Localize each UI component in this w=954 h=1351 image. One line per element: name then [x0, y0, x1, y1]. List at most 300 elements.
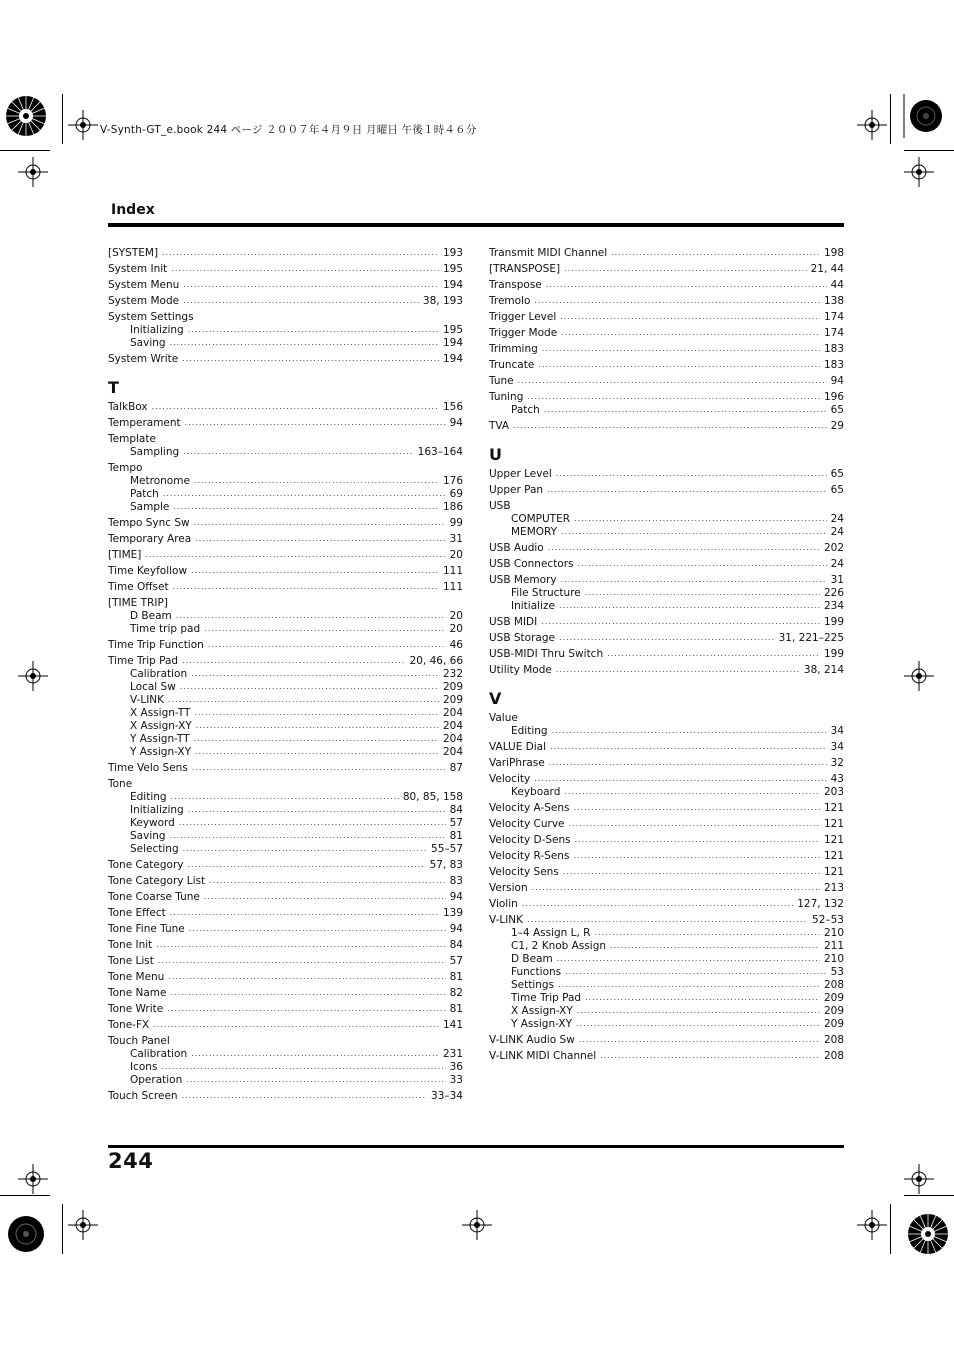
trim-line [62, 1204, 63, 1254]
index-subentry [108, 1061, 463, 1073]
index-page-numbers: 183 [823, 359, 844, 371]
index-subentry [108, 1074, 463, 1086]
dot-leader [170, 987, 445, 999]
dot-leader [513, 420, 827, 432]
dot-leader [561, 574, 827, 586]
index-term: Tone Category [108, 859, 184, 871]
index-entry [489, 542, 844, 554]
index-page-numbers: 33 [449, 1074, 463, 1086]
index-term: Y Assign-XY [511, 1018, 572, 1030]
index-term: Tone Coarse Tune [108, 891, 200, 903]
crosshair-icon [904, 1164, 934, 1194]
index-page-numbers: 20 [449, 610, 463, 622]
index-term: COMPUTER [511, 513, 571, 525]
dot-leader [208, 639, 446, 651]
index-subentry [489, 587, 844, 599]
index-subentry [108, 746, 463, 758]
index-page-numbers: 121 [823, 802, 844, 814]
index-page-numbers: 231 [442, 1048, 463, 1060]
index-page-numbers: 204 [442, 707, 463, 719]
index-term: Editing [130, 791, 167, 803]
index-entry [108, 247, 463, 259]
dot-leader [171, 263, 439, 275]
index-entry [108, 939, 463, 951]
trim-line [890, 1204, 891, 1254]
index-term: Temporary Area [108, 533, 192, 545]
index-term: System Init [108, 263, 168, 275]
index-entry [108, 891, 463, 903]
index-subentry [108, 488, 463, 500]
index-subentry [108, 623, 463, 635]
index-subentry [108, 817, 463, 829]
crosshair-icon [68, 1210, 98, 1240]
index-entry [489, 834, 844, 846]
index-term: Upper Level [489, 468, 552, 480]
index-page-numbers: 183 [823, 343, 844, 355]
crosshair-icon [68, 110, 98, 140]
dot-leader [558, 979, 820, 991]
index-term: Tone Fine Tune [108, 923, 185, 935]
index-page-numbers: 194 [442, 279, 463, 291]
index-entry [489, 247, 844, 259]
index-entry [108, 1035, 463, 1047]
index-entry [489, 898, 844, 910]
index-term: V-LINK [489, 914, 524, 926]
index-term: Functions [511, 966, 562, 978]
index-term: Saving [130, 337, 166, 349]
index-entry [489, 616, 844, 628]
index-entry [489, 712, 844, 724]
bottom-rule [108, 1145, 844, 1148]
index-entry [108, 1003, 463, 1015]
index-entry [489, 664, 844, 676]
index-page-numbers: 176 [442, 475, 463, 487]
index-subentry [108, 1048, 463, 1060]
index-subentry [108, 668, 463, 680]
index-subentry [108, 804, 463, 816]
index-page-numbers: 55–57 [431, 843, 463, 855]
index-entry [489, 311, 844, 323]
index-page-numbers: 209 [823, 992, 844, 1004]
dot-leader [170, 830, 446, 842]
dot-leader [182, 655, 405, 667]
dot-leader [559, 632, 775, 644]
dot-leader [152, 401, 439, 413]
index-term: Tone List [108, 955, 154, 967]
index-term: Tone [108, 778, 133, 790]
index-entry [489, 574, 844, 586]
dot-leader [153, 1019, 439, 1031]
dot-leader [161, 1061, 445, 1073]
index-entry [489, 359, 844, 371]
dot-leader [541, 616, 820, 628]
trim-line [904, 150, 954, 151]
dot-leader [518, 375, 827, 387]
index-page-numbers: 33–34 [431, 1090, 463, 1102]
index-term: Initialize [511, 600, 555, 612]
index-term: Tone Init [108, 939, 153, 951]
index-entry [108, 1090, 463, 1102]
index-term: [TRANSPOSE] [489, 263, 561, 275]
dot-leader [182, 353, 439, 365]
index-term: D Beam [511, 953, 553, 965]
dot-leader [194, 517, 446, 529]
index-entry [108, 295, 463, 307]
index-entry [489, 802, 844, 814]
index-page-numbers: 141 [442, 1019, 463, 1031]
dot-leader [522, 898, 793, 910]
dot-leader [585, 992, 820, 1004]
dot-leader [563, 866, 820, 878]
index-term: D Beam [130, 610, 172, 622]
index-entry [108, 971, 463, 983]
index-page-numbers: 46 [449, 639, 463, 651]
index-column-left [108, 247, 463, 1102]
index-term: Touch Screen [108, 1090, 178, 1102]
dot-leader [549, 757, 827, 769]
dot-leader [542, 343, 820, 355]
index-entry [489, 327, 844, 339]
index-term: Editing [511, 725, 548, 737]
trim-line [904, 1195, 954, 1196]
index-term: System Menu [108, 279, 180, 291]
index-entry [489, 484, 844, 496]
index-entry [108, 401, 463, 413]
index-page-numbers: 84 [449, 804, 463, 816]
index-page-numbers: 53 [830, 966, 844, 978]
index-term: Sampling [130, 446, 180, 458]
index-subentry [108, 791, 463, 803]
index-term: Time Trip Pad [108, 655, 179, 667]
index-entry [108, 907, 463, 919]
index-term: Tone Effect [108, 907, 166, 919]
index-term: Tone Menu [108, 971, 165, 983]
dot-leader [550, 741, 827, 753]
index-term: V-LINK MIDI Channel [489, 1050, 597, 1062]
index-subentry [108, 337, 463, 349]
index-entry [489, 818, 844, 830]
index-term: Local Sw [130, 681, 176, 693]
index-page-numbers: 174 [823, 311, 844, 323]
index-term: Operation [130, 1074, 183, 1086]
index-page-numbers: 65 [830, 484, 844, 496]
index-entry [489, 1034, 844, 1046]
index-page-numbers: 34 [830, 741, 844, 753]
index-page-numbers: 213 [823, 882, 844, 894]
dot-leader [569, 818, 820, 830]
dot-leader [548, 542, 820, 554]
index-entry [108, 778, 463, 790]
index-term: [TIME] [108, 549, 142, 561]
index-term: [SYSTEM] [108, 247, 159, 259]
index-page-numbers: 209 [442, 681, 463, 693]
index-page-numbers: 121 [823, 818, 844, 830]
index-page-numbers: 44 [830, 279, 844, 291]
dot-leader [565, 966, 826, 978]
dot-leader [194, 475, 439, 487]
index-subentry [108, 694, 463, 706]
index-page-numbers: 31 [449, 533, 463, 545]
dot-leader [185, 417, 446, 429]
index-subentry [489, 786, 844, 798]
index-entry [108, 279, 463, 291]
index-subentry [489, 979, 844, 991]
index-entry [108, 533, 463, 545]
index-term: Tune [489, 375, 514, 387]
index-page-numbers: 194 [442, 337, 463, 349]
index-page-numbers: 20, 46, 66 [409, 655, 463, 667]
dot-leader [552, 725, 827, 737]
index-page-numbers: 31, 221–225 [778, 632, 844, 644]
dot-leader [170, 907, 439, 919]
index-page-numbers: 199 [823, 616, 844, 628]
dot-leader [195, 533, 445, 545]
index-page-numbers: 57, 83 [429, 859, 463, 871]
index-term: VariPhrase [489, 757, 545, 769]
index-subentry [489, 1005, 844, 1017]
dot-leader [579, 1034, 820, 1046]
dot-leader [171, 791, 399, 803]
index-entry [489, 914, 844, 926]
dot-leader [183, 295, 419, 307]
dot-leader [192, 762, 446, 774]
index-subentry [108, 733, 463, 745]
index-term: System Write [108, 353, 179, 365]
index-letter-heading: T [108, 378, 119, 397]
dot-leader [204, 623, 445, 635]
index-page-numbers: 94 [449, 891, 463, 903]
trim-line [890, 94, 891, 144]
dot-leader [191, 565, 439, 577]
dot-leader [179, 817, 446, 829]
index-term: Utility Mode [489, 664, 552, 676]
dot-leader [167, 1003, 445, 1015]
index-term: Velocity A-Sens [489, 802, 570, 814]
index-entry [108, 987, 463, 999]
index-entry [489, 420, 844, 432]
dot-leader [180, 681, 439, 693]
index-subentry [489, 513, 844, 525]
index-page-numbers: 209 [442, 694, 463, 706]
index-page-numbers: 31 [830, 574, 844, 586]
dot-leader [158, 955, 446, 967]
index-term: Value [489, 712, 518, 724]
dot-leader [578, 558, 827, 570]
index-term: X Assign-XY [130, 720, 192, 732]
index-term: Y Assign-XY [130, 746, 191, 758]
index-subentry [108, 830, 463, 842]
index-page-numbers: 211 [823, 940, 844, 952]
index-subentry [108, 681, 463, 693]
dot-leader [176, 610, 446, 622]
registration-wheel-icon [900, 94, 948, 138]
dot-leader [585, 587, 820, 599]
index-page-numbers: 38, 193 [422, 295, 463, 307]
dot-leader [527, 914, 808, 926]
index-entry [108, 581, 463, 593]
crosshair-icon [18, 661, 48, 691]
index-term: Time Trip Function [108, 639, 204, 651]
index-term: Tone Category List [108, 875, 206, 887]
index-term: USB Storage [489, 632, 555, 644]
dot-leader [560, 311, 820, 323]
dot-leader [191, 668, 439, 680]
index-entry [108, 263, 463, 275]
index-page-numbers: 43 [830, 773, 844, 785]
index-entry [489, 500, 844, 512]
index-page-numbers: 139 [442, 907, 463, 919]
dot-leader [611, 247, 820, 259]
index-term: C1, 2 Knob Assign [511, 940, 607, 952]
index-page-numbers: 57 [449, 817, 463, 829]
index-term: System Mode [108, 295, 180, 307]
index-term: X Assign-TT [130, 707, 191, 719]
index-page-numbers: 193 [442, 247, 463, 259]
index-subentry [489, 1018, 844, 1030]
index-term: V-LINK [130, 694, 165, 706]
index-page-numbers: 84 [449, 939, 463, 951]
index-page-numbers: 21, 44 [810, 263, 844, 275]
index-entry [489, 648, 844, 660]
file-info-header: V-Synth-GT_e.book 244 ページ ２００７年４月９日 月曜日 午後１時４６分 [100, 124, 477, 136]
crosshair-icon [18, 157, 48, 187]
trim-line [62, 94, 63, 144]
index-entry [108, 417, 463, 429]
index-term: Transmit MIDI Channel [489, 247, 608, 259]
crosshair-icon [18, 1164, 48, 1194]
crosshair-icon [857, 1210, 887, 1240]
index-term: Trimming [489, 343, 538, 355]
index-page-numbers: 65 [830, 404, 844, 416]
index-page-numbers: 203 [823, 786, 844, 798]
index-term: Calibration [130, 668, 188, 680]
index-entry [108, 762, 463, 774]
index-subentry [489, 600, 844, 612]
index-page-numbers: 81 [449, 1003, 463, 1015]
dot-leader [186, 1074, 445, 1086]
index-page-numbers: 208 [823, 979, 844, 991]
dot-leader [189, 923, 446, 935]
index-term: Tone-FX [108, 1019, 150, 1031]
index-page-numbers: 83 [449, 875, 463, 887]
index-entry [489, 558, 844, 570]
index-page-numbers: 226 [823, 587, 844, 599]
trim-line [0, 1195, 50, 1196]
trim-line [0, 150, 50, 151]
index-page-numbers: 210 [823, 927, 844, 939]
index-page-numbers: 65 [830, 468, 844, 480]
index-term: Transpose [489, 279, 542, 291]
index-subentry [108, 446, 463, 458]
index-entry [489, 882, 844, 894]
index-term: USB Connectors [489, 558, 574, 570]
index-page-numbers: 121 [823, 850, 844, 862]
index-page-numbers: 204 [442, 720, 463, 732]
dot-leader [556, 664, 800, 676]
index-page-numbers: 94 [449, 923, 463, 935]
index-entry [108, 655, 463, 667]
index-subentry [108, 843, 463, 855]
dot-leader [209, 875, 445, 887]
index-term: Tone Write [108, 1003, 164, 1015]
index-term: Selecting [130, 843, 179, 855]
index-page-numbers: 94 [830, 375, 844, 387]
index-subentry [489, 940, 844, 952]
index-entry [108, 353, 463, 365]
index-term: Time Keyfollow [108, 565, 188, 577]
index-entry [108, 875, 463, 887]
index-entry [489, 343, 844, 355]
index-page-numbers: 199 [823, 648, 844, 660]
dot-leader [188, 324, 439, 336]
dot-leader [575, 834, 820, 846]
index-entry [489, 295, 844, 307]
dot-leader [547, 484, 827, 496]
index-entry [108, 462, 463, 474]
index-page-numbers: 24 [830, 558, 844, 570]
dot-leader [163, 488, 446, 500]
index-subentry [489, 966, 844, 978]
dot-leader [534, 773, 826, 785]
dot-leader [183, 279, 439, 291]
index-entry [489, 263, 844, 275]
index-page-numbers: 209 [823, 1005, 844, 1017]
index-page-numbers: 121 [823, 866, 844, 878]
index-term: Settings [511, 979, 555, 991]
dot-leader [168, 694, 439, 706]
top-rule [108, 223, 844, 227]
crosshair-icon [462, 1210, 492, 1240]
crosshair-icon [904, 157, 934, 187]
dot-leader [194, 733, 439, 745]
dot-leader [194, 707, 439, 719]
index-entry [489, 850, 844, 862]
index-term: Trigger Mode [489, 327, 558, 339]
dot-leader [156, 939, 445, 951]
dot-leader [574, 802, 820, 814]
index-page-numbers: 57 [449, 955, 463, 967]
index-subentry [108, 324, 463, 336]
index-term: Time Velo Sens [108, 762, 188, 774]
dot-leader [170, 337, 439, 349]
dot-leader [556, 468, 827, 480]
index-term: Metronome [130, 475, 190, 487]
index-term: Calibration [130, 1048, 188, 1060]
index-term: File Structure [511, 587, 581, 599]
index-term: Y Assign-TT [130, 733, 190, 745]
index-page-numbers: 204 [442, 733, 463, 745]
page-number: 244 [108, 1149, 154, 1173]
index-entry [489, 1050, 844, 1062]
index-page-numbers: 202 [823, 542, 844, 554]
dot-leader [561, 526, 827, 538]
dot-leader [546, 279, 827, 291]
dot-leader [561, 327, 820, 339]
index-entry [108, 1019, 463, 1031]
dot-leader [168, 971, 445, 983]
index-term: Initializing [130, 324, 184, 336]
index-page-numbers: 81 [449, 830, 463, 842]
dot-leader [173, 581, 439, 593]
index-term: Initializing [130, 804, 184, 816]
index-page-numbers: 38, 214 [803, 664, 844, 676]
index-subentry [489, 404, 844, 416]
index-term: Keyword [130, 817, 175, 829]
index-page-numbers: 24 [830, 526, 844, 538]
dot-leader [196, 720, 439, 732]
dot-leader [195, 746, 439, 758]
index-term: MEMORY [511, 526, 558, 538]
